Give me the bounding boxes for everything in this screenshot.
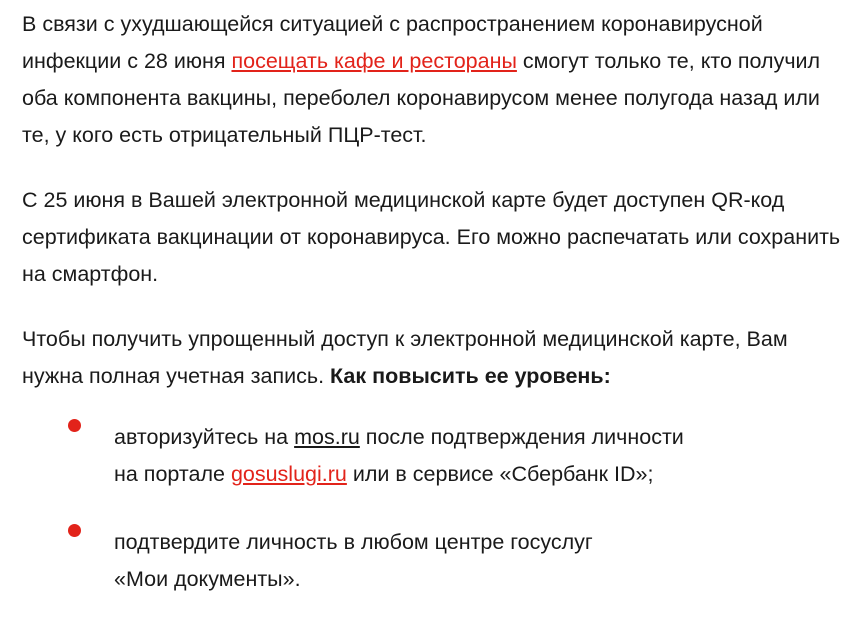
step1-line2-start: на портале — [114, 462, 231, 486]
step1-line1-start: авторизуйтесь на — [114, 425, 295, 449]
document-body — [22, 6, 852, 598]
gosuslugi-link[interactable]: gosuslugi.ru — [230, 462, 347, 486]
step1-line2-end: или в сервисе «Сбербанк ID»; — [346, 462, 654, 486]
step2-line2: «Мои документы». — [114, 567, 301, 591]
intro-paragraph — [22, 6, 852, 154]
steps-list — [22, 419, 852, 598]
bullet-icon — [68, 419, 81, 432]
intro-text-end: смогут только те, кто получил оба компонента вакцины, переболел коронавирусом менее полугода назад или те, у кого есть отрицательный ПЦР-тест. — [22, 49, 821, 147]
account-paragraph — [22, 321, 852, 395]
mos-ru-link[interactable]: mos.ru — [294, 425, 360, 449]
qr-code-paragraph — [22, 182, 852, 293]
account-text: Чтобы получить упрощенный доступ к электронной медицинской карте, Вам нужна полная учетная запись. — [22, 327, 788, 388]
step2-line1: подтвердите личность в любом центре госуслуг — [114, 530, 593, 554]
qr-code-text: С 25 июня в Вашей электронной медицинской карте будет доступен QR-код сертификата вакцинации от коронавируса. Его можно распечатать или сохранить на смартфон. — [22, 188, 841, 286]
list-item-authorize — [22, 419, 852, 493]
list-item-confirm-identity — [22, 524, 852, 598]
intro-text-start: В связи с ухудшающейся ситуацией с распространением коронавирусной инфекции с 28 июня — [22, 12, 763, 73]
cafes-restaurants-link[interactable]: посещать кафе и рестораны — [231, 49, 517, 73]
bullet-icon — [68, 524, 81, 537]
step1-line1-end: после подтверждения личности — [359, 425, 684, 449]
account-level-heading: Как повысить ее уровень: — [330, 364, 611, 388]
